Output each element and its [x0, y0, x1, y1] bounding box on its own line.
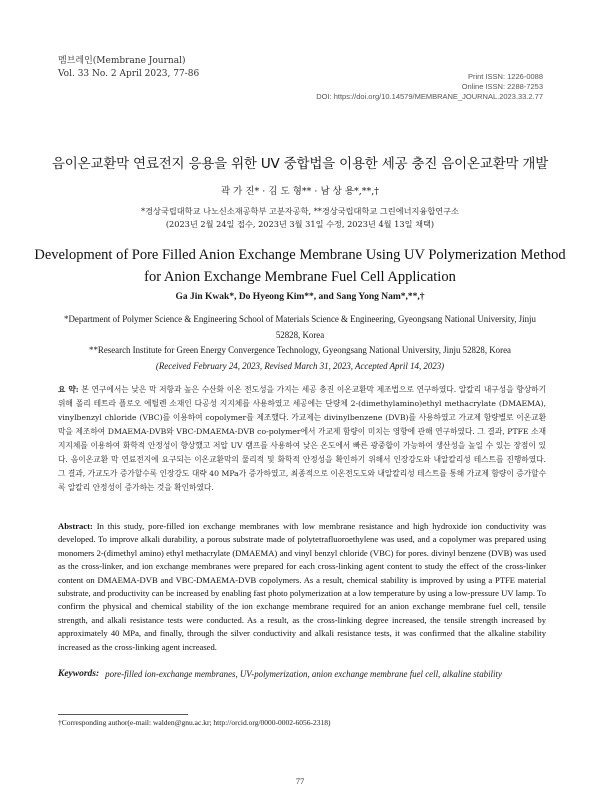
korean-authors: 곽 가 진* · 김 도 형** · 남 상 용*,**,† [220, 186, 380, 197]
page-number: 77 [295, 776, 305, 786]
keywords [58, 668, 546, 681]
keywords-text: pore-filled ion-exchange membranes, UV-polymerization, anion exchange membrane fuel cell, alkaline stability [105, 669, 502, 679]
online-issn: Online ISSN: 2288-7253 [461, 82, 543, 91]
english-authors: Ga Jin Kwak*, Do Hyeong Kim**, and Sang Yong Nam*,**,† [175, 292, 425, 302]
korean-abstract-text: 본 연구에서는 낮은 막 저항과 높은 수산화 이온 전도성을 가지는 세공 충진 이온교환막 제조법으로 연구하였다. 알칼리 내구성을 향상하기 위해 폴리 테트라 플로오 에틸렌 소재인 다공성 지지체를 사용하였고 세공에는 단량체 2-(dimethylamino)ethyl methacrylate (DMAEMA), vinylbenzyl chloride (VBC)를 이용하여 copolymer를 제조했다. 가교제는 divinylbenzene (DVB)를 사용하였고 가교제 함량별로 이온교환막을 제조하여 DMAEMA-DVB와 VBC-DMAEMA-DVB co-polymer에서 가교제 함량이 미치는 영향에 관해 연구하였다. 그 결과, PTFE 소재 지지체를 이용하여 화학적 안정성이 향상했고 저압 UV 램프를 사용하여 낮은 온도에서 빠른 광중합이 가능하여 생산성을 높일 수 있는 장점이 있다. 음이온교환 막 연료전지에 요구되는 이온교환막의 물리적 및 화학적 안정성을 확인하기 위해서 인장강도와 내알칼리성 테스트를 진행하였다. 그 결과, 가교도가 증가할수록 인장강도 대략 40 MPa가 증가하였고, 최종적으로 이온전도도와 내알칼리성 테스트를 통해 가교제 함량이 증가할수록 알칼리 안정성이 증가하는 것을 확인하였다. [58, 385, 546, 492]
korean-abstract [58, 383, 546, 495]
korean-affiliation-block [0, 205, 600, 231]
korean-affiliation: *경상국립대학교 나노신소재공학부 고분자공학, **경상국립대학교 그린에너지융합연구소 [141, 206, 459, 216]
english-abstract-text: In this study, pore-filled ion exchange membranes with low membrane resistance and high hydroxide ion conductivity was developed. To improve alkali durability, a porous substrate made of polytetrafluoroethylene was used, and a copolymer was prepared using monomers 2-(dimethyl amino) ethyl methacrylate (DMAEMA) and vinyl benzyl chloride (VBC) for pores. divinyl benzene (DVB) was used as the cross-linker, and ion exchange membranes were prepared for each cross-linking agent content to study the effect of the cross-linker content on DMAEMA-DVB and VBC-DMAEMA-DVB copolymers. As a result, chemical stability is improved by using a PTFE material substrate, and productivity can be increased by enabling fast photo polymerization at a low temperature by using a low-pressure UV lamp. To confirm the physical and chemical stability of the ion exchange membrane required for an anion exchange membrane fuel cell, tensile strength, and alkali resistance tests were conducted. As a result, as the cross-linking degree increased, the tensile strength increased by approximately 40 MPa, and finally, through the silver conductivity and alkali resistance tests, it was confirmed that the alkaline stability increased as the cross-linking agent increased. [58, 521, 547, 652]
doi-link[interactable]: DOI: https://doi.org/10.14579/MEMBRANE_JOURNAL.2023.33.2.77 [316, 92, 543, 101]
volume-line: Vol. 33 No. 2 April 2023, 77-86 [58, 69, 200, 79]
journal-name: 멤브레인(Membrane Journal) [58, 56, 186, 66]
keywords-label: Keywords: [58, 669, 100, 679]
journal-header [58, 55, 199, 81]
english-affiliation-1: *Department of Polymer Science & Engineering School of Materials Science & Engineering, Gyeongsang National University, Jinju 52828, Korea [64, 314, 536, 340]
korean-title: 음이온교환막 연료전지 응용을 위한 UV 중합법을 이용한 세공 충진 음이온교환막 개발 [51, 156, 549, 172]
english-abstract-label: Abstract: [58, 521, 93, 531]
english-title-line2: for Anion Exchange Membrane Fuel Cell Application [144, 269, 456, 285]
korean-abstract-label: 요 약: [58, 385, 79, 394]
footnote-divider [58, 714, 188, 715]
english-affiliation-block [55, 312, 545, 374]
english-dates: (Received February 24, 2023, Revised March 31, 2023, Accepted April 14, 2023) [155, 360, 445, 371]
english-title [30, 244, 570, 288]
english-affiliation-2: **Research Institute for Green Energy Convergence Technology, Gyeongsang National University, Jinju 52828, Korea [89, 345, 511, 355]
english-title-line1: Development of Pore Filled Anion Exchange Membrane Using UV Polymerization Method [34, 247, 566, 263]
english-abstract [58, 520, 546, 654]
issn-block [316, 72, 543, 102]
corresponding-author-footnote: †Corresponding author(e-mail: walden@gnu.ac.kr; http://orcid.org/0000-0002-6056-2318) [58, 718, 331, 727]
print-issn: Print ISSN: 1226-0088 [467, 72, 543, 81]
korean-dates: (2023년 2월 24일 접수, 2023년 3월 31일 수정, 2023년 4월 13일 채택) [165, 219, 435, 229]
